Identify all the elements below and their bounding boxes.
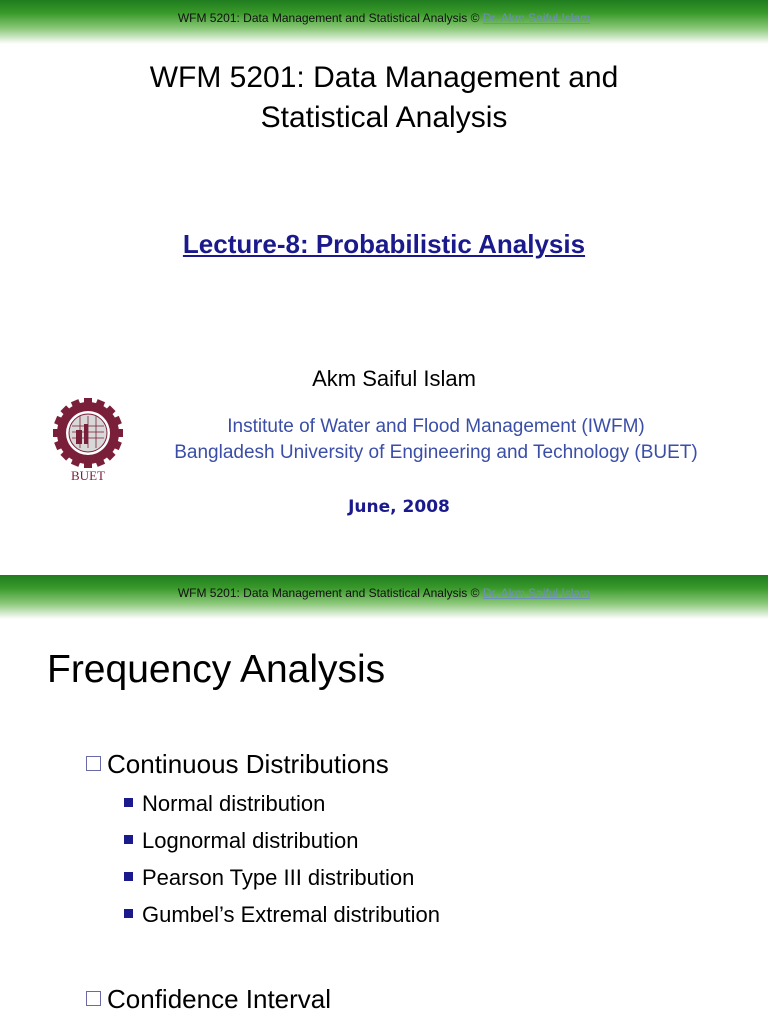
- bullet-item: [86, 984, 331, 1015]
- buet-logo-icon: [50, 396, 126, 484]
- sub-bullet-label: Gumbel’s Extremal distribution: [142, 902, 440, 927]
- sub-bullet-item: [124, 828, 358, 854]
- header-course-text: WFM 5201: Data Management and Statistical Analysis ©: [177, 11, 483, 25]
- author-name: Akm Saiful Islam: [312, 366, 476, 391]
- square-bullet-icon: [124, 835, 133, 844]
- bullet-label: Continuous Distributions: [107, 749, 389, 779]
- slide-header: [0, 0, 768, 44]
- affiliation: [130, 414, 742, 466]
- sub-bullet-item: [124, 791, 325, 817]
- sub-bullet-item: [124, 902, 440, 928]
- content-slide: [0, 575, 768, 1024]
- header-course-text: WFM 5201: Data Management and Statistical Analysis ©: [177, 586, 483, 600]
- square-bullet-icon: [124, 798, 133, 807]
- course-title: [0, 58, 768, 138]
- square-bullet-icon: [124, 909, 133, 918]
- slide-header: [0, 575, 768, 619]
- bullet-item: [86, 749, 389, 780]
- header-author-link[interactable]: Dr. Akm Saiful Islam: [482, 11, 591, 25]
- course-title-line-2: Statistical Analysis: [260, 101, 508, 134]
- header-caption: [0, 11, 768, 25]
- square-bullet-icon: [124, 872, 133, 881]
- course-title-line-1: WFM 5201: Data Management and: [149, 61, 619, 94]
- hollow-square-bullet-icon: [86, 756, 101, 771]
- sub-bullet-label: Normal distribution: [142, 791, 326, 816]
- lecture-title[interactable]: Lecture-8: Probabilistic Analysis: [182, 229, 586, 259]
- logo-text: BUET: [71, 468, 105, 483]
- lecture-date: June, 2008: [348, 497, 450, 517]
- sub-bullet-label: Lognormal distribution: [142, 828, 359, 853]
- bullet-label: Confidence Interval: [107, 984, 332, 1014]
- institute-name: Institute of Water and Flood Management (IWFM): [227, 416, 645, 437]
- slide-title: Frequency Analysis: [47, 648, 386, 691]
- hollow-square-bullet-icon: [86, 991, 101, 1006]
- university-name: Bangladesh University of Engineering and Technology (BUET): [174, 442, 698, 463]
- header-caption: [0, 586, 768, 600]
- header-author-link[interactable]: Dr. Akm Saiful Islam: [482, 586, 591, 600]
- gear-icon: [53, 398, 123, 468]
- sub-bullet-item: [124, 865, 414, 891]
- sub-bullet-label: Pearson Type III distribution: [142, 865, 415, 890]
